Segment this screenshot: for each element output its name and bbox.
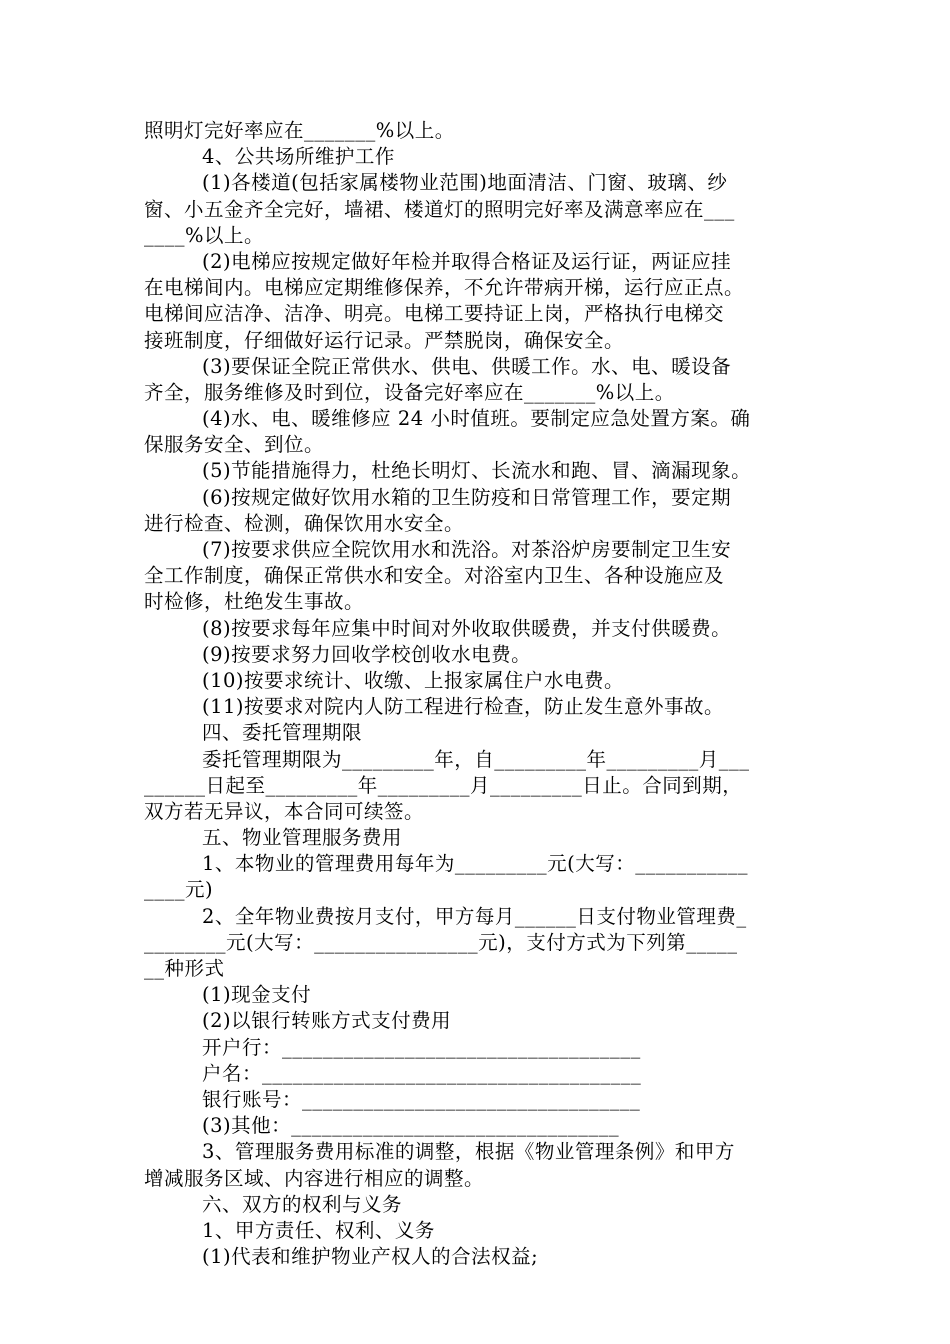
text-line: 窗、小五金齐全完好，墙裙、楼道灯的照明完好率及满意率应在___ <box>144 197 735 221</box>
text-line: (6)按规定做好饮用水箱的卫生防疫和日常管理工作，要定期 <box>202 485 732 509</box>
text-line: (11)按要求对院内人防工程进行检查，防止发生意外事故。 <box>202 695 725 719</box>
text-line: 委托管理期限为_________年，自_________年_________月___ <box>202 747 750 771</box>
text-line: 齐全，服务维修及时到位，设备完好率应在_______%以上。 <box>144 380 675 404</box>
text-line: 六、双方的权利与义务 <box>202 1192 403 1216</box>
text-line: ________元(大写：________________元)，支付方式为下列第_____ <box>144 930 738 954</box>
text-line: (2)以银行转账方式支付费用 <box>202 1009 452 1033</box>
text-line: ____%以上。 <box>144 223 265 247</box>
text-line: (3)要保证全院正常供水、供电、供暖工作。水、电、暖设备 <box>202 354 732 378</box>
text-line: (3)其他：________________________________ <box>202 1114 620 1138</box>
text-line: 五、物业管理服务费用 <box>202 826 403 850</box>
text-line: ____元) <box>144 878 214 902</box>
text-line: 照明灯完好率应在_______%以上。 <box>144 119 455 142</box>
text-line: 接班制度，仔细做好运行记录。严禁脱岗，确保安全。 <box>144 328 625 352</box>
text-line: 双方若无异议，本合同可续签。 <box>144 799 425 823</box>
document-body <box>144 118 824 1270</box>
text-line: 时检修，杜绝发生事故。 <box>144 590 365 614</box>
text-line: 四、委托管理期限 <box>202 721 363 745</box>
text-line: (1)现金支付 <box>202 983 312 1007</box>
text-line: (1)各楼道(包括家属楼物业范围)地面清洁、门窗、玻璃、纱 <box>202 171 728 195</box>
text-line: 全工作制度，确保正常供水和安全。对浴室内卫生、各种设施应及 <box>144 564 725 588</box>
text-line: 电梯间应洁净、洁净、明亮。电梯工要持证上岗，严格执行电梯交 <box>144 302 725 326</box>
text-line: (9)按要求努力回收学校创收水电费。 <box>202 642 532 666</box>
text-line: (7)按要求供应全院饮用水和洗浴。对茶浴炉房要制定卫生安 <box>202 538 732 561</box>
text-line: (5)节能措施得力，杜绝长明灯、长流水和跑、冒、滴漏现象。 <box>202 459 752 483</box>
text-line: 银行账号：_________________________________ <box>202 1087 641 1111</box>
text-line: 开户行：___________________________________ <box>202 1035 641 1059</box>
text-line: 1、甲方责任、权利、义务 <box>202 1218 435 1242</box>
text-line: (8)按要求每年应集中时间对外收取供暖费，并支付供暖费。 <box>202 616 732 640</box>
text-line: 增减服务区域、内容进行相应的调整。 <box>144 1166 485 1190</box>
text-line: (2)电梯应按规定做好年检并取得合格证及运行证，两证应挂 <box>202 249 732 273</box>
text-line: (10)按要求统计、收缴、上报家属住户水电费。 <box>202 668 625 692</box>
text-line: 1、本物业的管理费用每年为_________元(大写：___________ <box>202 852 749 876</box>
text-line: 3、管理服务费用标准的调整，根据《物业管理条例》和甲方 <box>202 1140 735 1164</box>
text-line: 保服务安全、到位。 <box>144 433 325 457</box>
text-line: 4、公共场所维护工作 <box>202 145 395 169</box>
text-line: 户名：_____________________________________ <box>202 1061 642 1085</box>
text-line: 在电梯间内。电梯应定期维修保养，不允许带病开梯，运行应正点。 <box>144 276 745 300</box>
text-line: __种形式 <box>144 957 225 980</box>
text-line: 2、全年物业费按月支付，甲方每月______日支付物业管理费_ <box>202 904 747 928</box>
text-line: (1)代表和维护物业产权人的合法权益; <box>202 1245 539 1269</box>
text-line: ______日起至_________年_________月_________日止。合同到期， <box>144 773 743 797</box>
text-line: 进行检查、检测，确保饮用水安全。 <box>144 511 465 535</box>
text-line: (4)水、电、暖维修应 24 小时值班。要制定应急处置方案。确 <box>202 407 751 431</box>
